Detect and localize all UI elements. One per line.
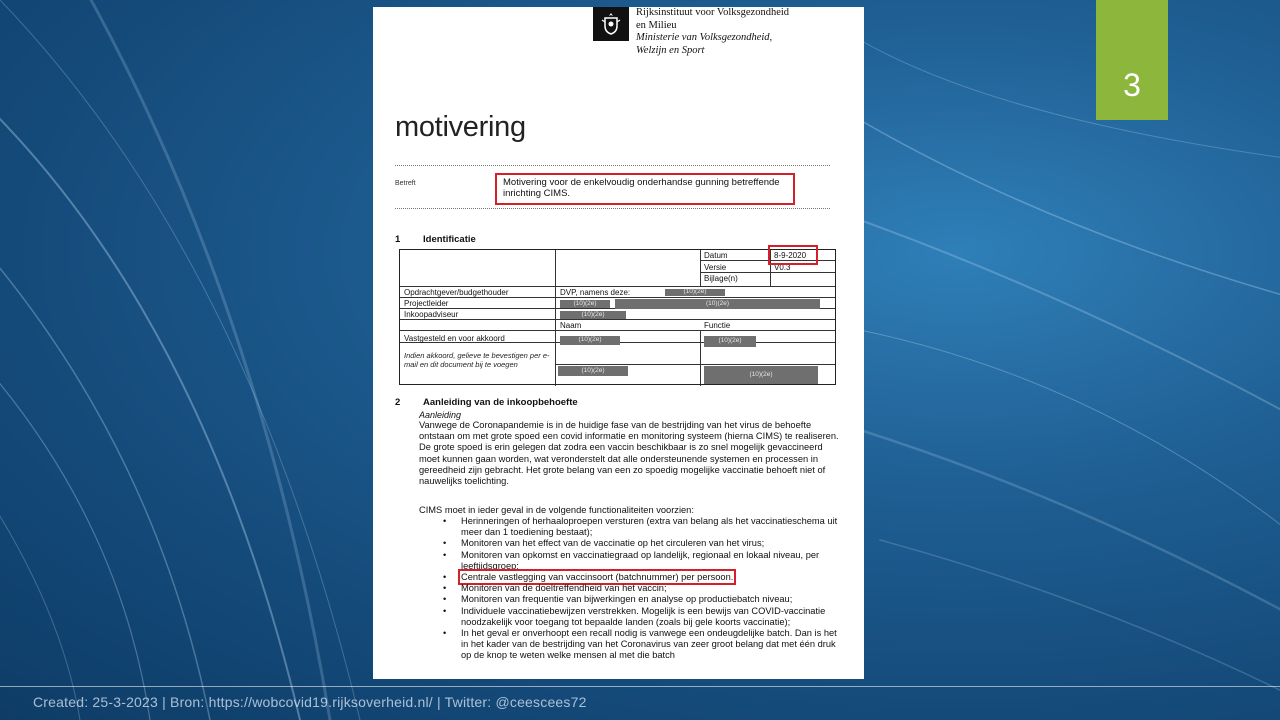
redaction-block: (10)(2e)	[704, 336, 756, 347]
projectleider-label: Projectleider	[404, 299, 449, 308]
section1-title: Identificatie	[423, 234, 476, 245]
betreft-text-highlighted: Motivering voor de enkelvoudig onderhandse gunning betreffende inrichting CIMS.	[495, 173, 795, 205]
section1-heading	[395, 234, 476, 245]
ministry-header	[636, 7, 789, 57]
betreft-label: Betreft	[395, 180, 416, 187]
vastgesteld-label: Vastgesteld en voor akkoord	[404, 334, 505, 343]
section2-heading	[395, 397, 578, 408]
indien-text: Indien akkoord, gelieve te bevestigen per e-mail en dit document bij te voegen	[404, 351, 550, 369]
document-title: motivering	[395, 111, 526, 143]
datum-label: Datum	[704, 251, 728, 260]
section2-title: Aanleiding van de inkoopbehoefte	[423, 397, 578, 408]
list-item: • Monitoren van frequentie van bijwerkingen en analyse op productiebatch niveau;	[433, 594, 843, 605]
ministry-line3: Ministerie van Volksgezondheid,	[636, 32, 773, 43]
slide-footer: Created: 25-3-2023 | Bron: https://wobcovid19.rijksoverheid.nl/ | Twitter: @ceescees72	[33, 694, 587, 710]
redaction-block: (10)(2e)	[560, 311, 626, 319]
redaction-block: (10)(2e)	[558, 366, 628, 376]
divider	[395, 165, 830, 166]
opdrachtgever-label: Opdrachtgever/budgethouder	[404, 288, 509, 297]
inkoopadviseur-label: Inkoopadviseur	[404, 310, 459, 319]
versie-value: V0.3	[774, 263, 791, 272]
list-item: • Monitoren van het effect van de vaccinatie op het circuleren van het virus;	[433, 538, 843, 549]
footer-divider	[0, 686, 1280, 687]
list-item: • Monitoren van opkomst en vaccinatiegraad op landelijk, regionaal en lokaal niveau, per leeftijdsgroep;	[433, 550, 843, 572]
document-scan	[373, 7, 864, 679]
redaction-block: (10)(2e)	[704, 366, 818, 384]
functie-label: Functie	[704, 321, 731, 330]
section2-paragraph: Vanwege de Coronapandemie is in de huidige fase van de bestrijding van het virus de behoefte ontstaan om met grote spoed een covid informatie en monitoring systeem (hierna CIMS) te realiseren. De grote spoed is erin gelegen dat zodra een vaccin beschikbaar is zo snel mogelijk gevaccineerd moet kunnen gaan worden, wat veronderstelt dat alle ondersteunende systemen en processen in gereedheid zijn gebracht. Het grote belang van een zo spoedig mogelijke vaccinatie behoeft niet of nauwelijks toelichting.	[419, 420, 839, 487]
divider	[395, 208, 830, 209]
redaction-block: (10)(2e)	[560, 300, 610, 308]
list-item: • In het geval er onverhoopt een recall nodig is vanwege een ondeugdelijke batch. Dan is het in het kader van de bestrijding van het Coronavirus van zeer groot belang dat met één druk op de knop te weten welke mensen al met die batch	[433, 628, 843, 662]
government-logo	[593, 7, 629, 41]
list-item-highlighted: • Centrale vastlegging van vaccinsoort (batchnummer) per persoon.	[433, 572, 843, 583]
opdrachtgever-value: DVP, namens deze:	[560, 288, 631, 297]
section2-intro: CIMS moet in ieder geval in de volgende functionaliteiten voorzien:	[419, 505, 694, 515]
bijlage-label: Bijlage(n)	[704, 274, 738, 283]
naam-label: Naam	[560, 321, 582, 330]
ministry-line1: Rijksinstituut voor Volksgezondheid	[636, 7, 790, 18]
functionality-list	[433, 516, 843, 662]
section2-subtitle: Aanleiding	[419, 410, 462, 420]
slide-page-number: 3	[1096, 0, 1168, 120]
list-item: • Monitoren van de doeltreffendheid van het vaccin;	[433, 583, 843, 594]
versie-label: Versie	[704, 263, 727, 272]
list-item: • Herinneringen of herhaaloproepen versturen (extra van belang als het vaccinatieschema uit meer dan 1 toediening bestaat);	[433, 516, 843, 538]
crest-icon	[600, 11, 622, 35]
list-item: • Individuele vaccinatiebewijzen verstrekken. Mogelijk is een bewijs van COVID-vaccinatie noodzakelijk voor toegang tot bepaalde landen (zoals bij gele koorts vaccinatie);	[433, 606, 843, 628]
redaction-block: (10)(2e)	[615, 299, 820, 309]
redaction-block: (10)(2e)	[560, 336, 620, 345]
identification-table	[399, 249, 836, 385]
datum-highlight-box	[768, 245, 818, 265]
datum-value: 8-9-2020	[774, 251, 807, 260]
ministry-line4: Welzijn en Sport	[636, 44, 705, 56]
section1-number: 1	[395, 234, 401, 245]
section2-number: 2	[395, 397, 401, 408]
redaction-block: (10)(2e)	[665, 289, 725, 296]
ministry-line2: en Milieu	[636, 19, 677, 31]
